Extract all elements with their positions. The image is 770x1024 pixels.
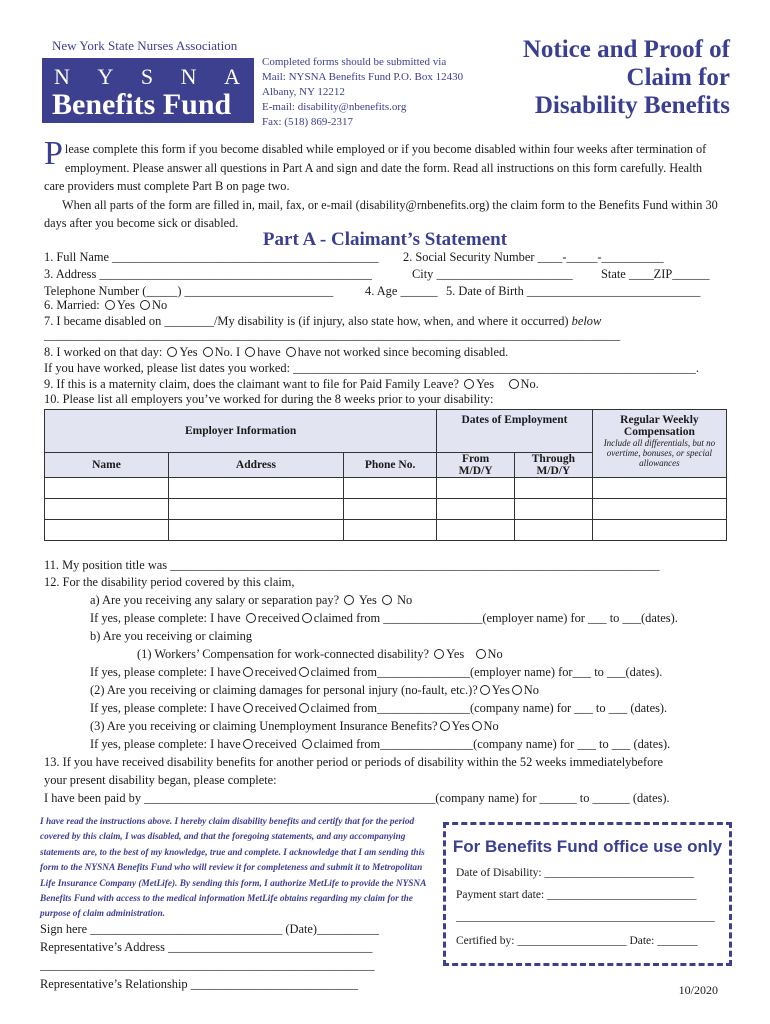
radio-salary-no[interactable] bbox=[382, 595, 392, 605]
submit-line: E-mail: disability@nbenefits.org bbox=[262, 101, 407, 113]
disabled-date-row[interactable] bbox=[44, 314, 601, 329]
yes-label: Yes bbox=[358, 593, 377, 607]
q12b3-row bbox=[90, 719, 499, 734]
yes-label: Yes bbox=[491, 683, 510, 697]
submit-line: Albany, NY 12212 bbox=[262, 86, 345, 98]
label: If yes, please complete: I have bbox=[90, 701, 241, 715]
logo-letter: A bbox=[224, 64, 242, 89]
radio-wc-no[interactable] bbox=[476, 649, 486, 659]
no-label: No bbox=[523, 683, 539, 697]
no-label: No. bbox=[520, 377, 539, 391]
q13-label: 13. If you have received disability benefits for another period or periods of disability within the 52 weeks immediatelybefore bbox=[44, 755, 664, 769]
label: If yes, please complete: I have bbox=[90, 611, 241, 625]
title-line: Disability Benefits bbox=[534, 92, 730, 119]
label: _______________(company name) for ___ to ___ (dates). bbox=[377, 701, 668, 715]
table-row[interactable] bbox=[45, 499, 727, 520]
position-title-field[interactable]: 11. My position title was _______________________________________________________________________________ bbox=[44, 558, 660, 572]
ssn-field[interactable]: 2. Social Security Number ____-_____-__________ bbox=[403, 250, 664, 264]
q12a-details[interactable] bbox=[90, 611, 678, 626]
q12a-label: a) Are you receiving any salary or separation pay? bbox=[90, 593, 340, 607]
radio-pi-no[interactable] bbox=[512, 685, 522, 695]
q12a-row bbox=[90, 593, 412, 608]
yes-label: Yes bbox=[116, 298, 135, 312]
office-use-heading: For Benefits Fund office use only bbox=[452, 837, 723, 856]
maternity-row bbox=[44, 377, 539, 392]
title-line: Notice and Proof of bbox=[522, 36, 730, 63]
radio-married-yes[interactable] bbox=[105, 300, 115, 310]
married-row bbox=[44, 298, 167, 313]
compensation-label: Regular Weekly Compensation bbox=[620, 414, 699, 438]
logo-letters bbox=[42, 64, 254, 90]
nysna-logo bbox=[42, 58, 254, 123]
employer-info-header: Employer Information bbox=[45, 410, 437, 453]
table-row[interactable] bbox=[45, 478, 727, 499]
radio-worked-yes[interactable] bbox=[167, 347, 177, 357]
no-label: No. I bbox=[214, 345, 241, 359]
logo-letter: S bbox=[140, 64, 156, 89]
no-label: No bbox=[487, 647, 503, 661]
office-certified-by: Certified by: ___________________ Date: _______ bbox=[456, 935, 698, 947]
label: _______________(employer name) for___ to ___(dates). bbox=[377, 665, 663, 679]
form-title bbox=[523, 36, 730, 120]
radio-worked-no[interactable] bbox=[203, 347, 213, 357]
compensation-header bbox=[592, 410, 726, 478]
label: claimed from bbox=[313, 737, 381, 751]
logo-letter: Y bbox=[97, 64, 116, 89]
telephone-field[interactable]: Telephone Number (_____) ________________________ bbox=[44, 284, 334, 298]
label: _______________(company name) for ___ to ___ (dates). bbox=[380, 737, 671, 751]
full-name-field[interactable]: 1. Full Name ___________________________________________ bbox=[44, 250, 379, 264]
radio-have[interactable] bbox=[245, 347, 255, 357]
table-row[interactable] bbox=[45, 520, 727, 541]
radio-salary-yes[interactable] bbox=[344, 595, 354, 605]
attestation-text: I have read the instructions above. I hereby claim disability benefits and certify that for the period covered by this claim, I was disabled, and that the foregoing statements, and any accompanying statements are, to the best of my knowledge, true and complete. I acknowledge that I am sending this form to the NYSNA Benefits Fund who will review it for completeness and submit it to Metropolitan Life Insurance Company (MetLife). By sending this form, I authorize MetLife to provide the NYSNA Benefits Fund with access to the medical information MetLife obtains regarding my claim for the purpose of claim administration. bbox=[40, 817, 426, 920]
disabled-label: 7. I became disabled on ________/My disability is (if injury, also state how, when, and where it occurred) bbox=[44, 314, 569, 328]
submission-info bbox=[262, 55, 463, 130]
q12b-label: b) Are you receiving or claiming bbox=[90, 629, 253, 643]
logo-name: Benefits Fund bbox=[52, 88, 232, 121]
employers-question: 10. Please list all employers you’ve worked for during the 8 weeks prior to your disability: bbox=[44, 392, 494, 406]
instructions bbox=[44, 135, 724, 233]
drop-cap: P bbox=[44, 135, 63, 172]
radio-have-not[interactable] bbox=[286, 347, 296, 357]
radio-ui-yes[interactable] bbox=[440, 721, 450, 731]
radio-received[interactable] bbox=[243, 703, 253, 713]
q12b3-details[interactable] bbox=[90, 737, 670, 752]
radio-claimed[interactable] bbox=[302, 739, 312, 749]
below-label: below bbox=[571, 314, 602, 328]
q12-label: 12. For the disability period covered by this claim, bbox=[44, 575, 295, 589]
radio-claimed[interactable] bbox=[299, 667, 309, 677]
have-label: have bbox=[257, 345, 281, 359]
col-through bbox=[514, 453, 592, 478]
no-label: No bbox=[483, 719, 499, 733]
disability-description-line[interactable]: _____________________________________________________________________________________________ bbox=[44, 328, 621, 342]
radio-wc-yes[interactable] bbox=[434, 649, 444, 659]
worked-dates-field[interactable]: If you have worked, please list dates you worked: _________________________________________________________________. bbox=[44, 361, 699, 375]
office-blank-line: _____________________________________________ bbox=[456, 911, 715, 923]
org-name: New York State Nurses Association bbox=[52, 38, 238, 53]
radio-ui-no[interactable] bbox=[472, 721, 482, 731]
q12b1-row bbox=[137, 647, 503, 662]
no-label: No bbox=[152, 298, 168, 312]
worked-label: 8. I worked on that day: bbox=[44, 345, 163, 359]
label: (2) Are you receiving or claiming damages for personal injury (no-fault, etc.)? bbox=[90, 683, 478, 697]
address-field[interactable]: 3. Address ____________________________________________ bbox=[44, 267, 373, 281]
married-label: 6. Married: bbox=[44, 298, 100, 312]
col-from bbox=[437, 453, 515, 478]
office-payment-start: Payment start date: __________________________ bbox=[456, 889, 697, 901]
q12b1-details[interactable] bbox=[90, 665, 662, 680]
label: received bbox=[257, 611, 300, 625]
radio-received[interactable] bbox=[246, 613, 256, 623]
state-zip-field[interactable]: State ____ZIP______ bbox=[601, 267, 710, 281]
mdy-label: M/D/Y bbox=[536, 465, 571, 477]
yes-label: Yes bbox=[476, 377, 495, 391]
submit-line: Completed forms should be submitted via bbox=[262, 56, 447, 68]
q13-paid-by-field[interactable]: I have been paid by _______________________________________________(company name) for ______ to ______ (dates). bbox=[44, 791, 670, 805]
yes-label: Yes bbox=[451, 719, 470, 733]
worked-row bbox=[44, 345, 508, 360]
label: claimed from bbox=[310, 701, 378, 715]
through-label: Through bbox=[531, 453, 576, 465]
label: (3) Are you receiving or claiming Unemployment Insurance Benefits? bbox=[90, 719, 438, 733]
rep-address-field[interactable]: Representative’s Address _________________________________ bbox=[40, 940, 373, 954]
q13-label-2: your present disability began, please complete: bbox=[44, 773, 277, 787]
yes-label: Yes bbox=[446, 647, 465, 661]
label: claimed from bbox=[310, 665, 378, 679]
instructions-p1: lease complete this form if you become disabled while employed or if you become disabled within four weeks after termination of employment. Please answer all questions in Part A and sign and date the form. Read all instructions on this form carefully. Health care providers must complete Part B on page two. bbox=[44, 142, 707, 193]
instructions-p2: When all parts of the form are filled in, mail, fax, or e-mail (disability@rnbenefits.org) the claim form to the Benefits Fund within 30 days after you become sick or disabled. bbox=[44, 197, 718, 230]
rep-address-line-2[interactable]: ______________________________________________________ bbox=[40, 958, 375, 972]
label: If yes, please complete: I have bbox=[90, 737, 241, 751]
radio-pfl-no[interactable] bbox=[509, 379, 519, 389]
no-label: No bbox=[397, 593, 413, 607]
employer-table bbox=[44, 409, 727, 541]
radio-claimed[interactable] bbox=[299, 703, 309, 713]
label: ________________(employer name) for ___ to ___(dates). bbox=[383, 611, 678, 625]
office-disability-date: Date of Disability: __________________________ bbox=[456, 867, 694, 879]
age-field[interactable]: 4. Age ______ bbox=[365, 284, 438, 298]
col-name: Name bbox=[45, 453, 169, 478]
city-field[interactable]: City ______________________ bbox=[412, 267, 573, 281]
dob-field[interactable]: 5. Date of Birth ____________________________ bbox=[446, 284, 701, 298]
signature-field[interactable]: Sign here _______________________________ (Date)__________ bbox=[40, 922, 379, 936]
radio-pi-yes[interactable] bbox=[480, 685, 490, 695]
label: received bbox=[254, 701, 297, 715]
submit-line: Fax: (518) 869-2317 bbox=[262, 116, 354, 128]
mdy-label: M/D/Y bbox=[458, 465, 493, 477]
radio-received[interactable] bbox=[243, 667, 253, 677]
q12b2-details[interactable] bbox=[90, 701, 667, 716]
maternity-label: 9. If this is a maternity claim, does the claimant want to file for Paid Family Leave? bbox=[44, 377, 459, 391]
office-use-box bbox=[443, 822, 732, 966]
radio-pfl-yes[interactable] bbox=[464, 379, 474, 389]
col-address: Address bbox=[168, 453, 343, 478]
rep-relationship-field[interactable]: Representative’s Relationship ___________________________ bbox=[40, 977, 358, 991]
yes-label: Yes bbox=[179, 345, 198, 359]
radio-received[interactable] bbox=[243, 739, 253, 749]
submit-line: Mail: NYSNA Benefits Fund P.O. Box 12430 bbox=[262, 71, 464, 83]
radio-married-no[interactable] bbox=[140, 300, 150, 310]
have-not-label: have not worked since becoming disabled. bbox=[297, 345, 509, 359]
radio-claimed[interactable] bbox=[302, 613, 312, 623]
title-line: Claim for bbox=[626, 64, 730, 91]
label: (1) Workers’ Compensation for work-connected disability? bbox=[137, 647, 430, 661]
from-label: From bbox=[461, 453, 490, 465]
form-revision-date: 10/2020 bbox=[678, 983, 718, 997]
label: received bbox=[254, 737, 297, 751]
label: claimed from bbox=[313, 611, 381, 625]
logo-letter: N bbox=[54, 64, 72, 89]
col-phone: Phone No. bbox=[344, 453, 437, 478]
compensation-note: Include all differentials, but no overtime, bonuses, or special allowances bbox=[603, 438, 716, 468]
logo-letter: N bbox=[180, 64, 199, 89]
dates-header: Dates of Employment bbox=[437, 410, 593, 453]
label: If yes, please complete: I have bbox=[90, 665, 241, 679]
q12b2-row bbox=[90, 683, 539, 698]
label: received bbox=[254, 665, 297, 679]
part-a-heading: Part A - Claimant’s Statement bbox=[262, 229, 508, 250]
